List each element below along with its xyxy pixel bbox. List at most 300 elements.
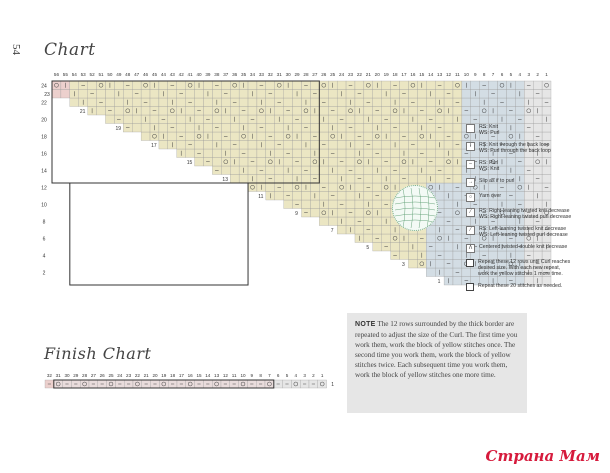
chart-cell: [230, 90, 239, 99]
column-number: 37: [223, 72, 229, 77]
chart-cell: [248, 98, 257, 107]
chart-cell: [417, 141, 426, 150]
chart-cell: [408, 234, 417, 243]
chart-cell: [293, 192, 302, 201]
chart-cell: [400, 243, 409, 252]
row-number-left: 22: [41, 100, 47, 107]
chart-cell: [257, 175, 266, 184]
chart-cell: [177, 115, 186, 124]
column-number: 14: [428, 72, 434, 77]
chart-cell: [275, 124, 284, 133]
column-number: 8: [482, 72, 486, 77]
legend-item: [466, 244, 606, 253]
note-label: NOTE: [355, 321, 376, 328]
chart-cell: [293, 183, 302, 192]
finish-cell: [318, 380, 327, 388]
chart-cell: [275, 90, 284, 99]
column-number: 50: [107, 72, 113, 77]
finish-cell: [291, 380, 300, 388]
chart-cell: [444, 166, 453, 175]
column-number: 28: [303, 72, 309, 77]
chart-cell: [284, 200, 293, 209]
chart-cell: [141, 124, 150, 133]
chart-cell: [417, 132, 426, 141]
legend-symbol: ⁄: [466, 226, 475, 235]
chart-cell: [435, 260, 444, 269]
chart-cell: [168, 90, 177, 99]
legend-text: RS: Purl WS: Knit: [479, 160, 500, 172]
chart-cell: [159, 141, 168, 150]
legend-item: [466, 124, 606, 136]
column-number: 9: [473, 72, 477, 77]
chart-cell: [114, 107, 123, 116]
column-number: 17: [401, 72, 407, 77]
chart-cell: [284, 98, 293, 107]
chart-cell: [337, 107, 346, 116]
chart-cell: [408, 132, 417, 141]
chart-cell: [444, 209, 453, 218]
chart-cell: [462, 98, 471, 107]
column-number: 54: [71, 72, 77, 77]
chart-cell: [515, 81, 524, 90]
chart-cell: [453, 124, 462, 133]
column-number: 44: [160, 72, 166, 77]
chart-cell: [168, 132, 177, 141]
chart-cell: [150, 98, 159, 107]
column-number: 40: [196, 72, 202, 77]
chart-cell: [453, 132, 462, 141]
row-number-right: 5: [366, 244, 370, 251]
chart-cell: [302, 200, 311, 209]
column-number: 3: [527, 72, 531, 77]
chart-cell: [435, 107, 444, 116]
legend-text: Repeat these 12 rows until Curl reaches desired size. With each new repeat, work the yellow stitches 1 more time.: [478, 259, 571, 277]
chart-cell: [293, 124, 302, 133]
chart-cell: [266, 124, 275, 133]
column-number: 19: [383, 72, 389, 77]
column-number: 2: [536, 72, 539, 77]
column-number: 41: [187, 72, 193, 77]
legend-symbol: ł: [466, 142, 475, 151]
chart-cell: [248, 166, 257, 175]
chart-cell: [310, 115, 319, 124]
chart-cell: [328, 98, 337, 107]
chart-cell: [346, 149, 355, 158]
chart-cell: [319, 124, 328, 133]
chart-cell: [266, 141, 275, 150]
chart-cell: [123, 115, 132, 124]
chart-cell: [239, 141, 248, 150]
chart-cell: [293, 149, 302, 158]
chart-cell: [239, 132, 248, 141]
chart-cell: [408, 107, 417, 116]
legend-symbol: ○: [466, 193, 475, 202]
chart-cell: [132, 115, 141, 124]
finish-column-number: 11: [231, 373, 237, 378]
chart-cell: [337, 183, 346, 192]
note-text: The 12 rows surrounded by the thick border are repeated to adjust the size of the Curl. The first time you work them, work the block of yellow stitches once. The second time you work them, work the block of yellow stitches twice. Each subsequent time you work them, work the block of yellow stitches one more time.: [355, 320, 518, 379]
column-number: 29: [294, 72, 300, 77]
chart-cell: [498, 107, 507, 116]
chart-cell: [426, 166, 435, 175]
chart-cell: [79, 90, 88, 99]
chart-cell: [239, 115, 248, 124]
chart-cell: [212, 149, 221, 158]
chart-cell: [319, 175, 328, 184]
column-number: 30: [285, 72, 291, 77]
chart-cell: [150, 115, 159, 124]
chart-cell: [168, 107, 177, 116]
chart-cell: [284, 132, 293, 141]
chart-legend: [466, 124, 606, 297]
chart-cell: [275, 132, 284, 141]
row-number-left: 2: [42, 270, 46, 277]
chart-cell: [346, 158, 355, 167]
chart-cell: [364, 192, 373, 201]
chart-cell: [382, 183, 391, 192]
chart-cell: [212, 90, 221, 99]
chart-cell: [346, 217, 355, 226]
chart-cell: [337, 209, 346, 218]
chart-cell: [203, 107, 212, 116]
chart-cell: [426, 268, 435, 277]
column-number: 24: [339, 72, 345, 77]
chart-cell: [284, 115, 293, 124]
finish-column-number: 10: [240, 373, 246, 378]
chart-cell: [373, 90, 382, 99]
chart-cell: [444, 141, 453, 150]
chart-cell: [355, 209, 364, 218]
legend-symbol: Λ: [466, 244, 475, 253]
legend-item: [466, 208, 606, 220]
chart-cell: [515, 98, 524, 107]
chart-cell: [373, 226, 382, 235]
chart-cell: [310, 209, 319, 218]
chart-cell: [319, 107, 328, 116]
chart-cell: [382, 209, 391, 218]
chart-cell: [337, 124, 346, 133]
chart-cell: [489, 115, 498, 124]
row-number-right: 3: [402, 261, 405, 268]
row-number-right: 15: [186, 159, 193, 166]
finish-column-number: 17: [178, 373, 184, 378]
chart-cell: [257, 115, 266, 124]
chart-cell: [105, 115, 114, 124]
chart-cell: [364, 217, 373, 226]
chart-cell: [391, 175, 400, 184]
chart-cell: [453, 107, 462, 116]
row-number-left: 12: [41, 185, 47, 192]
column-number: 13: [437, 72, 443, 77]
chart-cell: [186, 81, 195, 90]
chart-cell: [382, 149, 391, 158]
chart-cell: [203, 81, 212, 90]
chart-cell: [542, 81, 551, 90]
chart-cell: [400, 251, 409, 260]
column-number: 7: [491, 72, 495, 77]
chart-cell: [248, 141, 257, 150]
legend-symbol: [466, 124, 475, 133]
column-number: 33: [258, 72, 264, 77]
chart-cell: [293, 141, 302, 150]
chart-cell: [266, 98, 275, 107]
chart-cell: [355, 158, 364, 167]
chart-cell: [230, 124, 239, 133]
chart-cell: [408, 175, 417, 184]
chart-cell: [212, 107, 221, 116]
finish-column-number: 23: [126, 373, 132, 378]
chart-cell: [373, 141, 382, 150]
chart-cell: [453, 234, 462, 243]
finish-column-number: 5: [285, 373, 289, 378]
chart-cell: [266, 158, 275, 167]
chart-cell: [400, 141, 409, 150]
chart-cell: [141, 132, 150, 141]
chart-cell: [132, 124, 141, 133]
chart-cell: [444, 98, 453, 107]
chart-cell: [319, 149, 328, 158]
chart-cell: [310, 81, 319, 90]
chart-cell: [293, 98, 302, 107]
row-number-right: 7: [330, 227, 334, 234]
chart-cell: [400, 166, 409, 175]
chart-cell: [266, 166, 275, 175]
column-number: 51: [98, 72, 104, 77]
finish-column-number: 31: [55, 373, 61, 378]
chart-cell: [364, 107, 373, 116]
chart-cell: [382, 234, 391, 243]
column-number: 11: [455, 72, 460, 77]
chart-cell: [337, 81, 346, 90]
chart-cell: [542, 90, 551, 99]
chart-cell: [248, 81, 257, 90]
chart-cell: [391, 107, 400, 116]
chart-cell: [364, 234, 373, 243]
chart-cell: [150, 132, 159, 141]
row-number-left: 10: [41, 202, 47, 209]
chart-cell: [408, 124, 417, 133]
finish-column-number: 26: [99, 373, 105, 378]
row-number-left: 20: [41, 117, 47, 124]
chart-cell: [221, 81, 230, 90]
chart-cell: [426, 234, 435, 243]
chart-cell: [506, 98, 515, 107]
finish-column-number: 19: [161, 373, 167, 378]
column-number: 46: [143, 72, 149, 77]
chart-cell: [453, 175, 462, 184]
chart-cell: [52, 90, 61, 99]
chart-cell: [212, 115, 221, 124]
chart-cell: [391, 90, 400, 99]
row-number-right: 19: [115, 125, 122, 132]
chart-cell: [471, 98, 480, 107]
chart-cell: [524, 107, 533, 116]
chart-cell: [257, 149, 266, 158]
chart-cell: [275, 192, 284, 201]
column-number: 12: [445, 72, 452, 77]
column-number: 1: [545, 72, 548, 77]
finish-column-number: 9: [250, 373, 254, 378]
column-number: 52: [89, 72, 95, 77]
chart-cell: [195, 158, 204, 167]
chart-cell: [319, 166, 328, 175]
chart-cell: [444, 81, 453, 90]
chart-cell: [408, 81, 417, 90]
chart-cell: [417, 98, 426, 107]
chart-cell: [70, 81, 79, 90]
chart-cell: [346, 200, 355, 209]
chart-cell: [141, 90, 150, 99]
chart-cell: [444, 243, 453, 252]
chart-cell: [373, 98, 382, 107]
chart-cell: [346, 132, 355, 141]
finish-column-number: 29: [73, 373, 79, 378]
row-number-left: 4: [42, 253, 46, 260]
chart-cell: [426, 149, 435, 158]
finish-column-number: 2: [312, 373, 315, 378]
finish-column-number: 27: [90, 373, 96, 378]
chart-cell: [471, 107, 480, 116]
chart-cell: [203, 98, 212, 107]
chart-cell: [177, 124, 186, 133]
chart-cell: [382, 124, 391, 133]
chart-cell: [302, 115, 311, 124]
finish-cell: [159, 380, 168, 388]
chart-cell: [257, 158, 266, 167]
chart-cell: [230, 81, 239, 90]
chart-cell: [364, 166, 373, 175]
chart-cell: [123, 107, 132, 116]
chart-cell: [177, 141, 186, 150]
column-number: 4: [518, 72, 522, 77]
chart-cell: [159, 107, 168, 116]
chart-cell: [435, 149, 444, 158]
chart-cell: [230, 166, 239, 175]
chart-cell: [444, 226, 453, 235]
chart-cell: [435, 158, 444, 167]
finish-column-number: 30: [64, 373, 70, 378]
chart-cell: [302, 149, 311, 158]
finish-cell: [54, 380, 63, 388]
chart-cell: [498, 81, 507, 90]
chart-cell: [150, 90, 159, 99]
chart-cell: [533, 98, 542, 107]
chart-cell: [373, 243, 382, 252]
chart-cell: [391, 234, 400, 243]
chart-cell: [400, 81, 409, 90]
legend-text: RS: Knit through the back loop WS: Purl through the back loop: [479, 142, 551, 154]
finish-column-number: 12: [222, 373, 228, 378]
chart-cell: [105, 90, 114, 99]
chart-cell: [417, 90, 426, 99]
chart-cell: [221, 124, 230, 133]
chart-cell: [426, 81, 435, 90]
chart-cell: [391, 243, 400, 252]
chart-cell: [310, 200, 319, 209]
chart-cell: [114, 81, 123, 90]
chart-cell: [382, 141, 391, 150]
chart-cell: [302, 90, 311, 99]
chart-cell: [364, 175, 373, 184]
chart-cell: [453, 251, 462, 260]
chart-cell: [221, 98, 230, 107]
chart-cell: [239, 158, 248, 167]
chart-cell: [230, 149, 239, 158]
chart-cell: [159, 124, 168, 133]
chart-cell: [489, 81, 498, 90]
chart-cell: [88, 98, 97, 107]
chart-cell: [293, 81, 302, 90]
chart-cell: [328, 200, 337, 209]
legend-symbol: –: [466, 160, 475, 169]
legend-item: [466, 142, 606, 154]
finish-column-number: 18: [170, 373, 176, 378]
chart-cell: [453, 90, 462, 99]
finish-cell: [186, 380, 195, 388]
chart-cell: [257, 90, 266, 99]
legend-item: [466, 283, 606, 291]
legend-symbol: →: [468, 179, 473, 185]
chart-cell: [328, 90, 337, 99]
chart-cell: [489, 98, 498, 107]
chart-cell: [444, 115, 453, 124]
chart-cell: [248, 107, 257, 116]
chart-cell: [248, 149, 257, 158]
column-number: 48: [125, 72, 131, 77]
chart-cell: [524, 115, 533, 124]
legend-text: Repeat these 20 stitches as needed.: [478, 283, 563, 289]
chart-cell: [506, 115, 515, 124]
legend-text: RS: Left-leaning twisted knit decrease WS: Left-leaning twisted purl decrease: [479, 226, 568, 238]
finish-column-number: 14: [205, 373, 211, 378]
column-number: 55: [62, 72, 68, 77]
finish-cell: [133, 380, 142, 388]
chart-cell: [346, 115, 355, 124]
chart-cell: [221, 158, 230, 167]
chart-cell: [310, 166, 319, 175]
chart-cell: [364, 124, 373, 133]
column-number: 38: [214, 72, 220, 77]
column-number: 34: [249, 72, 256, 77]
column-number: 6: [500, 72, 504, 77]
chart-cell: [248, 124, 257, 133]
chart-cell: [302, 132, 311, 141]
chart-cell: [328, 175, 337, 184]
chart-cell: [302, 107, 311, 116]
chart-cell: [337, 149, 346, 158]
chart-cell: [319, 81, 328, 90]
chart-cell: [310, 98, 319, 107]
chart-cell: [310, 141, 319, 150]
chart-cell: [355, 124, 364, 133]
chart-cell: [123, 90, 132, 99]
swatch-diagram: [392, 185, 438, 231]
chart-cell: [221, 166, 230, 175]
chart-cell: [212, 132, 221, 141]
column-number: 39: [205, 72, 211, 77]
chart-cell: [417, 175, 426, 184]
chart-cell: [239, 90, 248, 99]
chart-cell: [480, 115, 489, 124]
column-number: 21: [365, 72, 371, 77]
chart-cell: [355, 166, 364, 175]
legend-symbol: [466, 259, 474, 267]
row-number-left: 14: [41, 168, 47, 175]
chart-cell: [453, 217, 462, 226]
chart-cell: [453, 81, 462, 90]
chart-cell: [212, 158, 221, 167]
chart-cell: [186, 149, 195, 158]
